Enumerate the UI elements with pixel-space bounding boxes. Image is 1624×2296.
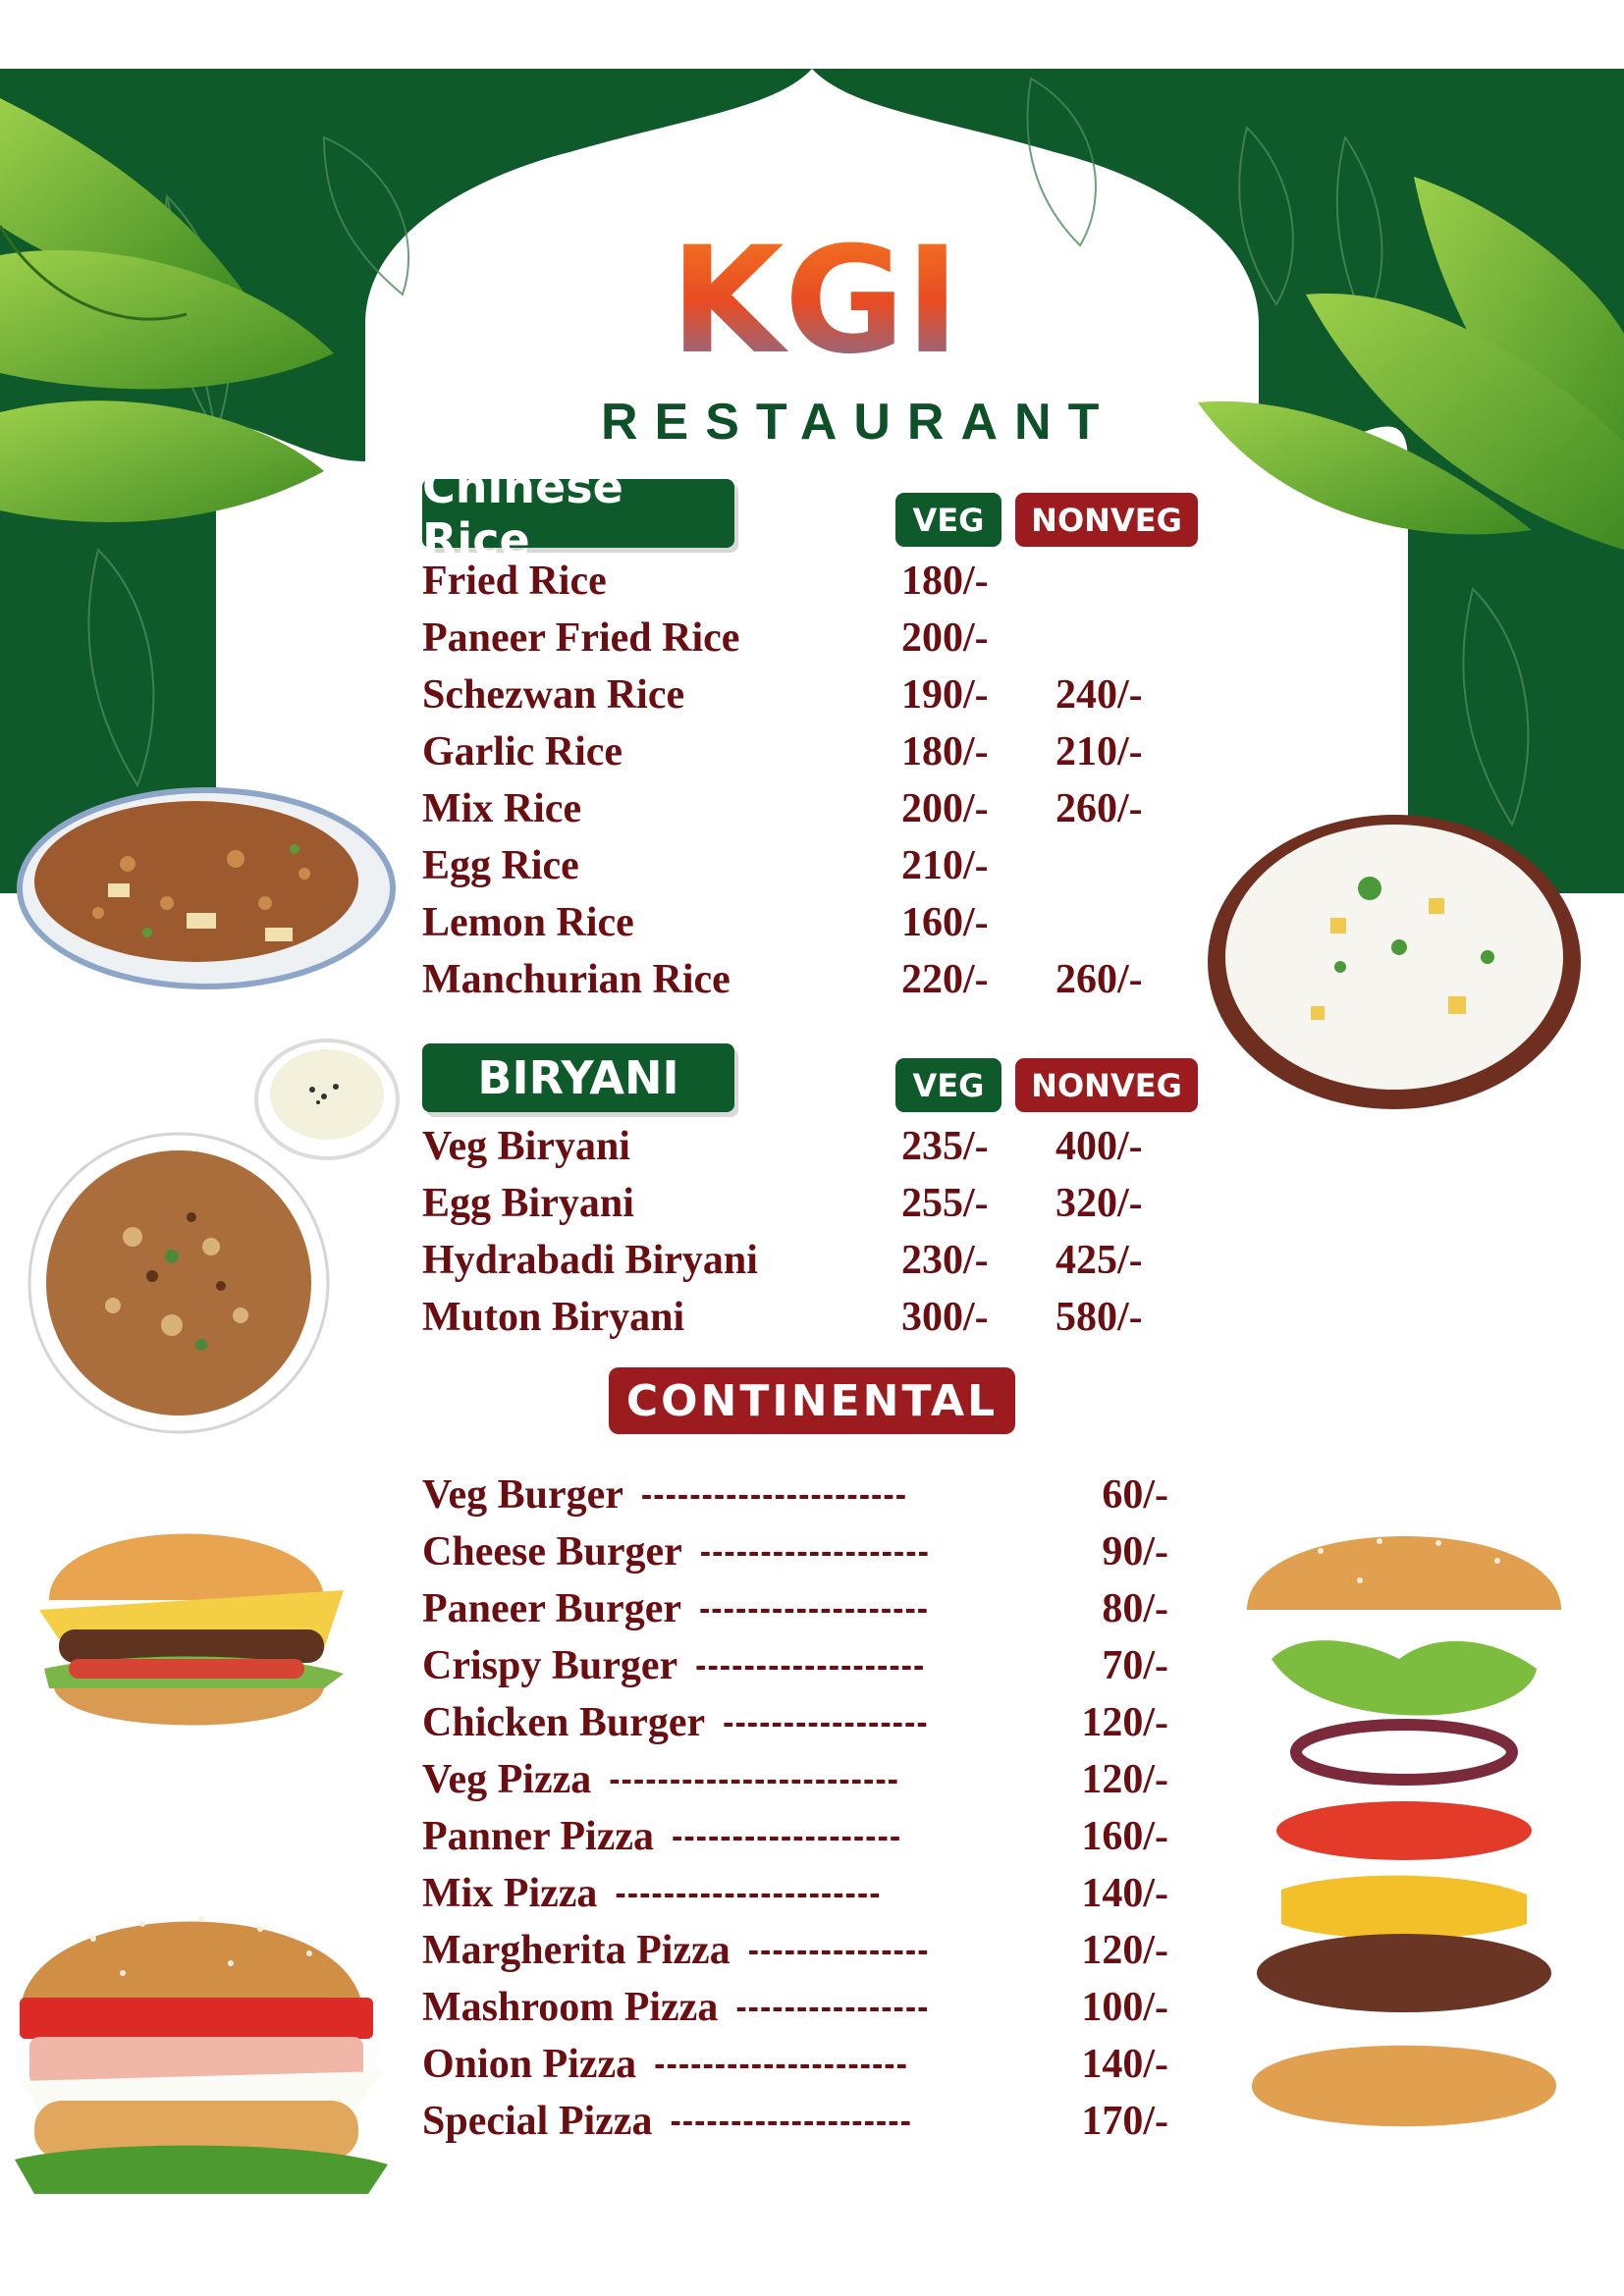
menu-item: [422, 1232, 1168, 1289]
item-price: 140/-: [1081, 1871, 1168, 1916]
nonveg-price: 400/-: [1056, 1124, 1143, 1169]
dotted-leader: -------------------: [698, 1590, 930, 1628]
nonveg-price: 425/-: [1056, 1238, 1143, 1283]
dotted-leader: -------------------: [672, 1818, 902, 1855]
menu-item: [422, 1979, 1168, 2036]
veg-price: 160/-: [901, 900, 989, 945]
menu-item: [422, 2093, 1168, 2150]
item-name: Margherita Pizza: [422, 1928, 731, 1973]
biryani-plate-image: [25, 1129, 334, 1438]
nonveg-price: 320/-: [1056, 1181, 1143, 1226]
menu-item: [422, 723, 1168, 780]
item-name: Veg Pizza: [422, 1757, 592, 1802]
item-name: Veg Biryani: [422, 1124, 630, 1169]
dotted-leader: -------------------: [699, 1533, 930, 1571]
item-name: Garlic Rice: [422, 729, 623, 774]
menu-item: [422, 1694, 1168, 1751]
dotted-leader: ------------------------: [609, 1761, 899, 1798]
item-price: 90/-: [1102, 1529, 1168, 1575]
dotted-leader: ----------------------: [640, 1476, 908, 1514]
item-price: 80/-: [1102, 1586, 1168, 1631]
nonveg-column-label: NONVEG: [1015, 1058, 1198, 1112]
menu-item: [422, 1865, 1168, 1922]
menu-item: [422, 667, 1168, 723]
menu-item: [422, 1175, 1168, 1232]
veg-price: 200/-: [901, 786, 989, 831]
nonveg-price: 210/-: [1056, 729, 1143, 774]
logo-subtitle: RESTAURANT: [601, 394, 1116, 451]
menu-item: [422, 1637, 1168, 1694]
menu-item: [422, 894, 1168, 951]
item-name: Egg Biryani: [422, 1181, 634, 1226]
section-title-chinese-rice: Chinese Rice: [422, 479, 734, 548]
item-name: Paneer Burger: [422, 1586, 681, 1631]
menu-item: [422, 1523, 1168, 1580]
veg-price: 200/-: [901, 615, 989, 661]
item-name: Mashroom Pizza: [422, 1985, 719, 2030]
menu-item: [422, 1922, 1168, 1979]
veg-price: 210/-: [901, 843, 989, 888]
item-price: 70/-: [1102, 1643, 1168, 1688]
item-name: Crispy Burger: [422, 1643, 678, 1688]
exploded-burger-image: [1242, 1512, 1566, 2179]
section-title-continental: CONTINENTAL: [609, 1367, 1015, 1434]
chicken-burger-image: [15, 1880, 388, 2223]
menu-item: [422, 553, 1168, 610]
menu-item: [422, 610, 1168, 667]
item-name: Panner Pizza: [422, 1814, 655, 1859]
veg-price: 255/-: [901, 1181, 989, 1226]
item-name: Special Pizza: [422, 2099, 653, 2144]
item-price: 140/-: [1081, 2042, 1168, 2087]
item-name: Onion Pizza: [422, 2042, 637, 2087]
item-name: Egg Rice: [422, 843, 579, 888]
dotted-leader: -------------------: [695, 1647, 926, 1684]
item-name: Schezwan Rice: [422, 672, 685, 718]
veg-price: 300/-: [901, 1295, 989, 1340]
veg-price: 180/-: [901, 729, 989, 774]
section-title-biryani: BIRYANI: [422, 1043, 734, 1112]
jeera-rice-bowl-image: [1203, 810, 1586, 1114]
dotted-leader: ----------------------: [615, 1875, 882, 1912]
veg-price: 230/-: [901, 1238, 989, 1283]
menu-item: [422, 780, 1168, 837]
veg-price: 180/-: [901, 559, 989, 604]
dotted-leader: --------------------: [670, 2103, 912, 2140]
item-price: 170/-: [1081, 2099, 1168, 2144]
veg-price: 220/-: [901, 957, 989, 1002]
item-name: Mix Pizza: [422, 1871, 598, 1916]
item-name: Mix Rice: [422, 786, 582, 831]
fried-rice-plate-image: [10, 766, 403, 1001]
menu-item: [422, 1467, 1168, 1523]
item-name: Lemon Rice: [422, 900, 634, 945]
menu-item: [422, 1580, 1168, 1637]
dotted-leader: ----------------: [735, 1989, 930, 2026]
svg-text:KGI: KGI: [670, 236, 960, 373]
kgi-logo: [628, 236, 1001, 373]
item-price: 100/-: [1081, 1985, 1168, 2030]
item-name: Fried Rice: [422, 559, 607, 604]
item-name: Chicken Burger: [422, 1700, 706, 1745]
item-price: 160/-: [1081, 1814, 1168, 1859]
item-name: Paneer Fried Rice: [422, 615, 740, 661]
veg-column-label: VEG: [895, 1058, 1001, 1112]
item-price: 120/-: [1081, 1757, 1168, 1802]
menu-item: [422, 2036, 1168, 2093]
item-price: 60/-: [1102, 1472, 1168, 1518]
nonveg-price: 260/-: [1056, 957, 1143, 1002]
veg-price: 190/-: [901, 672, 989, 718]
veg-price: 235/-: [901, 1124, 989, 1169]
item-name: Hydrabadi Biryani: [422, 1238, 758, 1283]
nonveg-column-label: NONVEG: [1015, 493, 1198, 547]
menu-item: [422, 1751, 1168, 1808]
menu-item: [422, 1118, 1168, 1175]
item-name: Veg Burger: [422, 1472, 623, 1518]
nonveg-price: 580/-: [1056, 1295, 1143, 1340]
menu-item: [422, 951, 1168, 1008]
item-name: Manchurian Rice: [422, 957, 731, 1002]
menu-item: [422, 1289, 1168, 1346]
menu-item: [422, 1808, 1168, 1865]
nonveg-price: 260/-: [1056, 786, 1143, 831]
dotted-leader: ---------------------: [654, 2046, 908, 2083]
dotted-leader: -----------------: [723, 1704, 929, 1741]
veg-column-label: VEG: [895, 493, 1001, 547]
item-price: 120/-: [1081, 1928, 1168, 1973]
item-price: 120/-: [1081, 1700, 1168, 1745]
nonveg-price: 240/-: [1056, 672, 1143, 718]
cheese-burger-image: [29, 1492, 363, 1747]
item-name: Muton Biryani: [422, 1295, 685, 1340]
dotted-leader: ---------------: [747, 1932, 930, 1969]
item-name: Cheese Burger: [422, 1529, 682, 1575]
menu-item: [422, 837, 1168, 894]
